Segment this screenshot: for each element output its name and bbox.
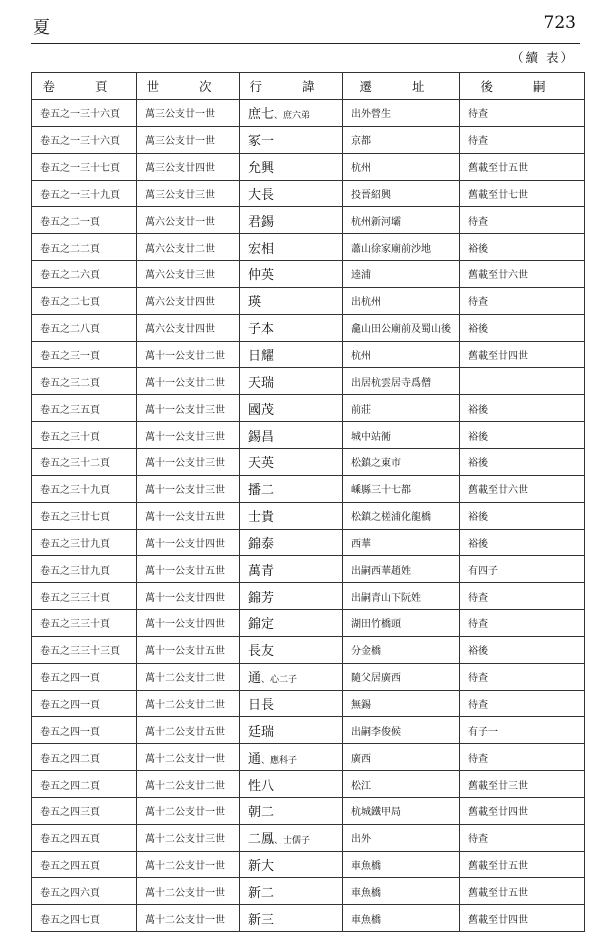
cell-generation: 萬十一公支廿三世 <box>137 475 240 502</box>
cell-migration-address: 出杭州 <box>343 287 460 314</box>
name-note: 、庶六弟 <box>274 111 311 122</box>
cell-name <box>240 744 343 771</box>
cell-name <box>240 207 343 234</box>
cell-generation: 萬十二公支廿一世 <box>137 878 240 905</box>
name-main: 國茂 <box>248 402 275 418</box>
cell-descendants: 待查 <box>460 610 585 637</box>
name-main: 廷瑞 <box>248 724 275 740</box>
column-header-generation: 世 次 <box>137 73 240 100</box>
cell-migration-address: 車魚橋 <box>343 851 460 878</box>
name-main: 二鳳 <box>248 832 275 848</box>
cell-migration-address: 松江 <box>343 771 460 798</box>
cell-descendants: 舊載至廿四世 <box>460 341 585 368</box>
table-row <box>32 207 585 234</box>
cell-generation: 萬三公支廿四世 <box>137 153 240 180</box>
table-row <box>32 771 585 798</box>
cell-descendants: 舊載至廿五世 <box>460 878 585 905</box>
cell-volume-page: 卷五之三三十頁 <box>32 583 137 610</box>
cell-migration-address: 逵浦 <box>343 261 460 288</box>
cell-volume-page: 卷五之四一頁 <box>32 690 137 717</box>
name-main: 允興 <box>248 161 275 177</box>
cell-generation: 萬十一公支廿五世 <box>137 502 240 529</box>
cell-name <box>240 153 343 180</box>
cell-generation: 萬十二公支廿一世 <box>137 744 240 771</box>
cell-volume-page: 卷五之二七頁 <box>32 287 137 314</box>
cell-name <box>240 583 343 610</box>
cell-volume-page: 卷五之三廿九頁 <box>32 529 137 556</box>
cell-generation: 萬十一公支廿三世 <box>137 448 240 475</box>
cell-migration-address: 無錫 <box>343 690 460 717</box>
table-row <box>32 448 585 475</box>
cell-volume-page: 卷五之四七頁 <box>32 905 137 932</box>
name-main: 錫昌 <box>248 429 275 445</box>
cell-descendants: 裕後 <box>460 314 585 341</box>
table-row <box>32 180 585 207</box>
table-row <box>32 126 585 153</box>
cell-generation: 萬十一公支廿四世 <box>137 529 240 556</box>
cell-descendants: 裕後 <box>460 636 585 663</box>
continuation-label: （續 表） <box>511 50 575 65</box>
cell-generation: 萬十二公支廿三世 <box>137 824 240 851</box>
cell-name <box>240 261 343 288</box>
cell-descendants: 舊載至廿四世 <box>460 905 585 932</box>
name-note: 、士儒子 <box>274 836 311 847</box>
name-main: 錦芳 <box>248 590 275 606</box>
name-main: 子本 <box>248 322 275 338</box>
cell-name <box>240 368 343 395</box>
cell-name <box>240 824 343 851</box>
cell-volume-page: 卷五之三廿七頁 <box>32 502 137 529</box>
cell-descendants: 待查 <box>460 663 585 690</box>
cell-migration-address: 京都 <box>343 126 460 153</box>
table-row <box>32 851 585 878</box>
cell-migration-address: 杭州新河壩 <box>343 207 460 234</box>
name-main: 日耀 <box>248 349 275 365</box>
name-note: 、心二子 <box>261 675 298 686</box>
cell-migration-address: 杭城鐵甲局 <box>343 797 460 824</box>
cell-descendants: 待查 <box>460 100 585 127</box>
cell-generation: 萬十二公支廿二世 <box>137 771 240 798</box>
cell-generation: 萬十一公支廿二世 <box>137 368 240 395</box>
name-main: 天瑞 <box>248 375 275 391</box>
cell-generation: 萬十一公支廿五世 <box>137 556 240 583</box>
cell-migration-address: 松鎮之槎浦化龍橋 <box>343 502 460 529</box>
cell-generation: 萬六公支廿一世 <box>137 207 240 234</box>
name-main: 新二 <box>248 885 275 901</box>
cell-migration-address: 出嗣李俊候 <box>343 717 460 744</box>
cell-name <box>240 422 343 449</box>
cell-name <box>240 610 343 637</box>
cell-migration-address: 車魚橋 <box>343 878 460 905</box>
name-main: 宏相 <box>248 241 275 257</box>
cell-descendants: 舊載至廿五世 <box>460 851 585 878</box>
cell-migration-address: 出嗣青山下阮姓 <box>343 583 460 610</box>
cell-name <box>240 100 343 127</box>
table-row <box>32 636 585 663</box>
cell-descendants: 待查 <box>460 583 585 610</box>
name-main: 朝二 <box>248 805 275 821</box>
cell-name <box>240 502 343 529</box>
name-main: 仲英 <box>248 268 275 284</box>
cell-migration-address: 嵊縣三十七都 <box>343 475 460 502</box>
cell-volume-page: 卷五之四二頁 <box>32 744 137 771</box>
table-row <box>32 261 585 288</box>
name-main: 庶七 <box>248 107 275 123</box>
cell-descendants: 待查 <box>460 690 585 717</box>
name-main: 長友 <box>248 644 275 660</box>
table-row <box>32 824 585 851</box>
table-row <box>32 341 585 368</box>
cell-generation: 萬三公支廿一世 <box>137 100 240 127</box>
cell-volume-page: 卷五之三廿九頁 <box>32 556 137 583</box>
cell-name <box>240 878 343 905</box>
column-header-volume-page: 卷 頁 <box>32 73 137 100</box>
name-note: 、應科子 <box>261 755 298 766</box>
cell-generation: 萬六公支廿三世 <box>137 261 240 288</box>
cell-migration-address: 龕山田公廟前及蜀山後 <box>343 314 460 341</box>
cell-volume-page: 卷五之一三十七頁 <box>32 153 137 180</box>
name-main: 通 <box>248 671 262 687</box>
cell-descendants: 有子一 <box>460 717 585 744</box>
cell-generation: 萬十一公支廿五世 <box>137 636 240 663</box>
cell-descendants: 裕後 <box>460 395 585 422</box>
table-body <box>32 100 585 932</box>
cell-volume-page: 卷五之三十頁 <box>32 422 137 449</box>
cell-migration-address: 西華 <box>343 529 460 556</box>
cell-name <box>240 475 343 502</box>
cell-migration-address: 湖田竹橋頭 <box>343 610 460 637</box>
cell-descendants: 待查 <box>460 207 585 234</box>
cell-volume-page: 卷五之四一頁 <box>32 663 137 690</box>
cell-migration-address: 前莊 <box>343 395 460 422</box>
table-row <box>32 153 585 180</box>
cell-migration-address: 杭州 <box>343 341 460 368</box>
cell-volume-page: 卷五之三三十頁 <box>32 610 137 637</box>
table-row <box>32 422 585 449</box>
cell-volume-page: 卷五之二一頁 <box>32 207 137 234</box>
table-row <box>32 287 585 314</box>
cell-name <box>240 851 343 878</box>
table-row <box>32 395 585 422</box>
cell-generation: 萬六公支廿二世 <box>137 234 240 261</box>
cell-descendants <box>460 368 585 395</box>
cell-descendants: 舊載至廿五世 <box>460 153 585 180</box>
cell-name <box>240 287 343 314</box>
cell-name <box>240 663 343 690</box>
table-row <box>32 314 585 341</box>
cell-volume-page: 卷五之四五頁 <box>32 824 137 851</box>
name-main: 播二 <box>248 483 275 499</box>
cell-generation: 萬十二公支廿五世 <box>137 717 240 744</box>
cell-volume-page: 卷五之四一頁 <box>32 717 137 744</box>
cell-volume-page: 卷五之三三十三頁 <box>32 636 137 663</box>
table-row <box>32 663 585 690</box>
cell-name <box>240 341 343 368</box>
cell-generation: 萬十一公支廿四世 <box>137 583 240 610</box>
cell-name <box>240 771 343 798</box>
cell-name <box>240 395 343 422</box>
cell-volume-page: 卷五之四六頁 <box>32 878 137 905</box>
cell-descendants: 舊載至廿七世 <box>460 180 585 207</box>
name-main: 性八 <box>248 778 275 794</box>
name-main: 新三 <box>248 912 275 928</box>
cell-name <box>240 180 343 207</box>
cell-name <box>240 529 343 556</box>
cell-name <box>240 126 343 153</box>
cell-migration-address: 分金橋 <box>343 636 460 663</box>
table-row <box>32 475 585 502</box>
table-row <box>32 368 585 395</box>
cell-descendants: 裕後 <box>460 422 585 449</box>
cell-generation: 萬六公支廿四世 <box>137 287 240 314</box>
page-header-surname: 夏 <box>33 18 50 38</box>
name-main: 士貴 <box>248 510 275 526</box>
cell-descendants: 舊載至廿四世 <box>460 797 585 824</box>
cell-descendants: 裕後 <box>460 234 585 261</box>
cell-volume-page: 卷五之三五頁 <box>32 395 137 422</box>
cell-name <box>240 556 343 583</box>
cell-generation: 萬三公支廿一世 <box>137 126 240 153</box>
name-main: 天英 <box>248 456 275 472</box>
name-main: 冢一 <box>248 134 275 150</box>
cell-generation: 萬十一公支廿三世 <box>137 395 240 422</box>
name-main: 君錫 <box>248 214 275 230</box>
cell-migration-address: 杭州 <box>343 153 460 180</box>
cell-name <box>240 636 343 663</box>
cell-volume-page: 卷五之二八頁 <box>32 314 137 341</box>
name-main: 通 <box>248 751 262 767</box>
cell-migration-address: 松鎮之東市 <box>343 448 460 475</box>
column-header-migration-address: 遷 址 <box>343 73 460 100</box>
cell-descendants: 舊載至廿六世 <box>460 475 585 502</box>
column-header-name: 行 諱 <box>240 73 343 100</box>
cell-generation: 萬十二公支廿二世 <box>137 690 240 717</box>
cell-generation: 萬十一公支廿四世 <box>137 610 240 637</box>
cell-descendants: 有四子 <box>460 556 585 583</box>
cell-volume-page: 卷五之三十九頁 <box>32 475 137 502</box>
cell-volume-page: 卷五之二二頁 <box>32 234 137 261</box>
cell-migration-address: 出外 <box>343 824 460 851</box>
cell-descendants: 待查 <box>460 287 585 314</box>
cell-migration-address: 出居杭雲居寺爲僧 <box>343 368 460 395</box>
cell-descendants: 舊載至廿六世 <box>460 261 585 288</box>
cell-name <box>240 797 343 824</box>
table-row <box>32 556 585 583</box>
name-main: 錦定 <box>248 617 275 633</box>
table-row <box>32 797 585 824</box>
cell-volume-page: 卷五之四五頁 <box>32 851 137 878</box>
table-row <box>32 502 585 529</box>
cell-generation: 萬三公支廿三世 <box>137 180 240 207</box>
cell-volume-page: 卷五之三一頁 <box>32 341 137 368</box>
cell-descendants: 裕後 <box>460 448 585 475</box>
cell-volume-page: 卷五之一三十六頁 <box>32 126 137 153</box>
cell-migration-address: 蕭山徐家廟前沙地 <box>343 234 460 261</box>
genealogy-table <box>31 72 585 932</box>
table-row <box>32 744 585 771</box>
cell-descendants: 裕後 <box>460 529 585 556</box>
cell-migration-address: 投晉紹興 <box>343 180 460 207</box>
table-row <box>32 100 585 127</box>
cell-volume-page: 卷五之四二頁 <box>32 771 137 798</box>
cell-descendants: 待查 <box>460 744 585 771</box>
cell-migration-address: 出外營生 <box>343 100 460 127</box>
cell-migration-address: 隨父居廣西 <box>343 663 460 690</box>
cell-generation: 萬十二公支廿二世 <box>137 663 240 690</box>
cell-generation: 萬十二公支廿一世 <box>137 905 240 932</box>
table-row <box>32 529 585 556</box>
cell-descendants: 裕後 <box>460 502 585 529</box>
cell-name <box>240 690 343 717</box>
table-header-row <box>32 73 585 100</box>
cell-migration-address: 車魚橋 <box>343 905 460 932</box>
cell-generation: 萬十一公支廿三世 <box>137 422 240 449</box>
cell-volume-page: 卷五之一三十六頁 <box>32 100 137 127</box>
cell-name <box>240 314 343 341</box>
name-main: 日長 <box>248 697 275 713</box>
cell-name <box>240 234 343 261</box>
table-row <box>32 583 585 610</box>
cell-descendants: 舊載至廿三世 <box>460 771 585 798</box>
cell-generation: 萬十二公支廿一世 <box>137 851 240 878</box>
table-row <box>32 717 585 744</box>
table-row <box>32 878 585 905</box>
table-row <box>32 234 585 261</box>
header-rule <box>31 43 580 44</box>
cell-descendants: 待查 <box>460 824 585 851</box>
cell-migration-address: 廣西 <box>343 744 460 771</box>
cell-generation: 萬十二公支廿一世 <box>137 797 240 824</box>
page-number: 723 <box>543 13 576 33</box>
name-main: 萬青 <box>248 563 275 579</box>
table-row <box>32 610 585 637</box>
cell-migration-address: 城中站衕 <box>343 422 460 449</box>
column-header-descendants: 後 嗣 <box>460 73 585 100</box>
cell-volume-page: 卷五之四三頁 <box>32 797 137 824</box>
cell-volume-page: 卷五之三二頁 <box>32 368 137 395</box>
name-main: 錦泰 <box>248 536 275 552</box>
table-row <box>32 690 585 717</box>
cell-name <box>240 717 343 744</box>
name-main: 瑛 <box>248 295 262 311</box>
cell-generation: 萬十一公支廿二世 <box>137 341 240 368</box>
name-main: 大長 <box>248 187 275 203</box>
cell-volume-page: 卷五之二六頁 <box>32 261 137 288</box>
cell-name <box>240 448 343 475</box>
cell-generation: 萬六公支廿四世 <box>137 314 240 341</box>
cell-migration-address: 出嗣西華趙姓 <box>343 556 460 583</box>
cell-volume-page: 卷五之一三十九頁 <box>32 180 137 207</box>
cell-descendants: 待查 <box>460 126 585 153</box>
cell-volume-page: 卷五之三十二頁 <box>32 448 137 475</box>
name-main: 新大 <box>248 859 275 875</box>
